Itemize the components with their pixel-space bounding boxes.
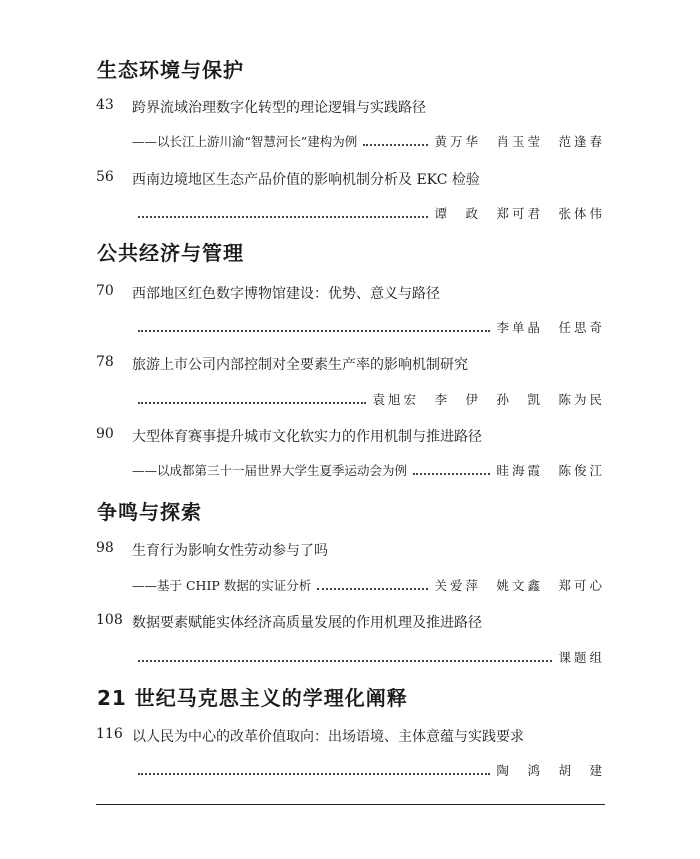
article-title[interactable]: 以人民为中心的改革价值取向：出场语境、主体意蕴与实践要求 <box>132 729 524 745</box>
page-number: 98 <box>96 540 114 556</box>
section-title: 生态环境与保护 <box>97 58 244 82</box>
leader-dots <box>317 587 428 590</box>
article-title[interactable]: 大型体育赛事提升城市文化软实力的作用机制与推进路径 <box>132 429 482 445</box>
article-byline <box>132 461 605 479</box>
leader-dots <box>138 772 490 775</box>
article-subtitle: ——以成都第三十一届世界大学生夏季运动会为例 <box>132 463 408 478</box>
section-title: 公共经济与管理 <box>97 241 244 265</box>
page-number: 70 <box>96 283 114 299</box>
section-title: 21 世纪马克思主义的学理化阐释 <box>97 686 408 710</box>
article-title[interactable]: 数据要素赋能实体经济高质量发展的作用机理及推进路径 <box>132 615 482 631</box>
leader-dots <box>138 659 552 662</box>
page-number: 116 <box>96 726 123 742</box>
article-title[interactable]: 跨界流域治理数字化转型的理论逻辑与实践路径 <box>132 100 426 116</box>
article-title[interactable]: 西南边境地区生态产品价值的影响机制分析及 EKC 检验 <box>132 172 480 188</box>
article-authors: 黄万华 肖玉莹 范逢春 <box>434 134 605 149</box>
article-title[interactable]: 生育行为影响女性劳动参与了吗 <box>132 543 328 559</box>
page-number: 90 <box>96 426 114 442</box>
article-byline <box>132 576 605 594</box>
bottom-rule <box>96 804 605 805</box>
article-subtitle: ——以长江上游川渝“智慧河长”建构为例 <box>132 134 358 149</box>
article-subtitle: ——基于 CHIP 数据的实证分析 <box>132 578 312 593</box>
article-authors: 李单晶 任思奇 <box>496 320 605 335</box>
article-byline <box>132 390 605 408</box>
leader-dots <box>413 472 490 475</box>
article-title[interactable]: 西部地区红色数字博物馆建设：优势、意义与路径 <box>132 286 440 302</box>
article-authors: 眭海霞 陈俊江 <box>496 463 605 478</box>
article-byline <box>132 132 605 150</box>
leader-dots <box>138 215 428 218</box>
article-authors: 谭 政 郑可君 张体伟 <box>434 206 605 221</box>
article-byline <box>132 648 605 666</box>
article-byline <box>132 204 605 222</box>
article-byline <box>132 318 605 336</box>
article-authors: 袁旭宏 李 伊 孙 凯 陈为民 <box>372 392 605 407</box>
page-number: 108 <box>96 612 123 628</box>
leader-dots <box>363 143 428 146</box>
article-authors: 陶 鸿 胡 建 <box>496 763 605 778</box>
article-byline <box>132 761 605 779</box>
leader-dots <box>138 329 490 332</box>
article-authors: 关爱萍 姚文鑫 郑可心 <box>434 578 605 593</box>
page-number: 78 <box>96 354 114 370</box>
article-authors: 课题组 <box>558 650 605 665</box>
leader-dots <box>138 401 366 404</box>
article-title[interactable]: 旅游上市公司内部控制对全要素生产率的影响机制研究 <box>132 357 468 373</box>
page-number: 43 <box>96 97 114 113</box>
page-number: 56 <box>96 169 114 185</box>
section-title: 争鸣与探索 <box>97 500 202 524</box>
